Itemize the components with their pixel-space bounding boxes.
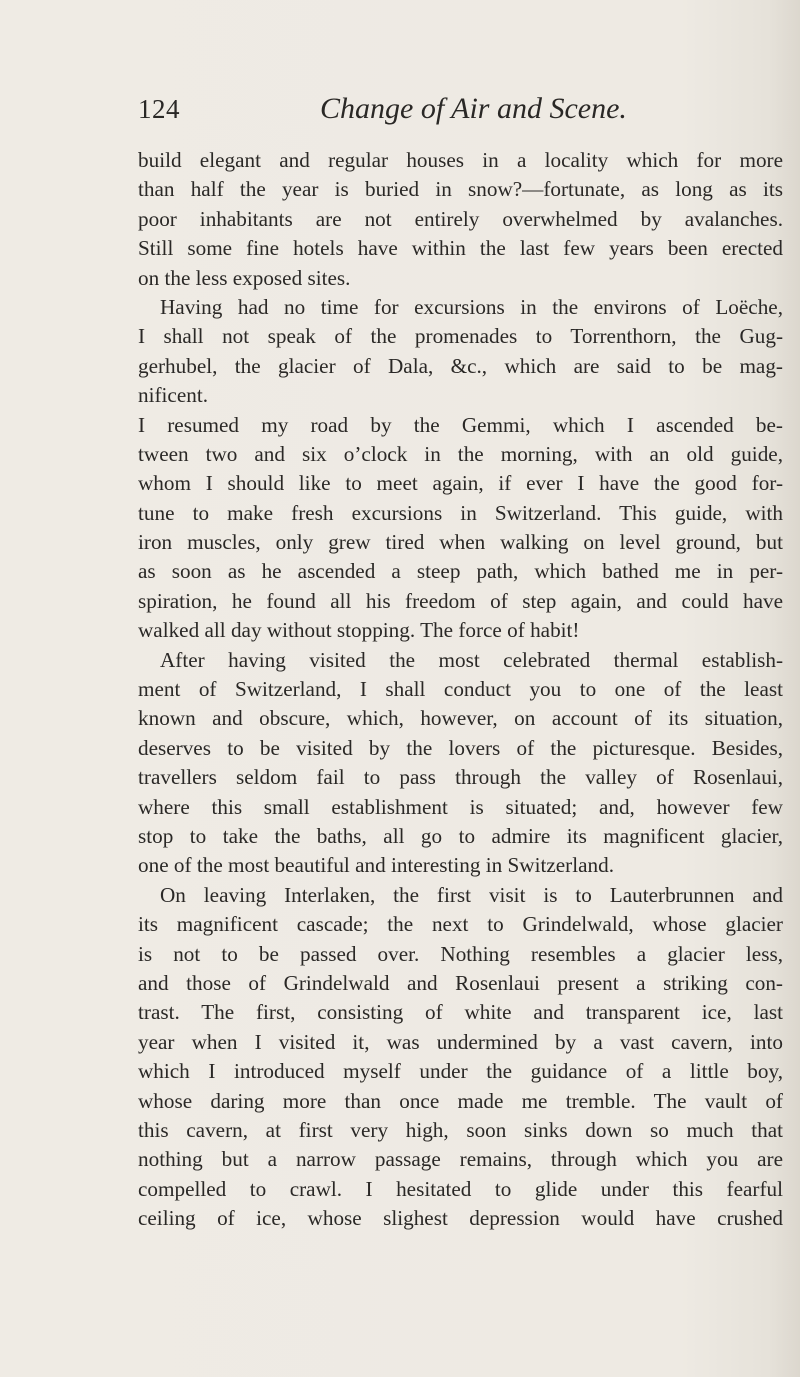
text-line: travellers seldom fail to pass through the valley of Rosenlaui, xyxy=(138,765,783,790)
running-title: Change of Air and Scene. xyxy=(320,92,627,125)
text-line: ceiling of ice, whose slighest depression would have crushed xyxy=(138,1206,783,1231)
text-line: trast. The first, consisting of white and transparent ice, last xyxy=(138,1000,783,1025)
text-line: I resumed my road by the Gemmi, which I ascended be- xyxy=(138,412,783,437)
text-line: known and obscure, which, however, on account of its situation, xyxy=(138,706,783,731)
page-header xyxy=(130,88,690,128)
text-line: I shall not speak of the promenades to Torrenthorn, the Gug- xyxy=(138,324,783,349)
text-line: stop to take the baths, all go to admire its magnificent glacier, xyxy=(138,823,783,848)
text-line: After having visited the most celebrated thermal establish- xyxy=(160,647,783,672)
text-line: spiration, he found all his freedom of step again, and could have xyxy=(138,588,783,613)
text-line: as soon as he ascended a steep path, which bathed me in per- xyxy=(138,559,783,584)
text-line: poor inhabitants are not entirely overwhelmed by avalanches. xyxy=(138,206,783,231)
text-line: compelled to crawl. I hesitated to glide under this fearful xyxy=(138,1176,783,1201)
text-line: walked all day without stopping. The force of habit! xyxy=(138,618,580,643)
text-line: ment of Switzerland, I shall conduct you to one of the least xyxy=(138,677,783,702)
text-line: Still some fine hotels have within the last few years been erected xyxy=(138,236,783,261)
text-line: iron muscles, only grew tired when walking on level ground, but xyxy=(138,530,783,555)
text-line: nothing but a narrow passage remains, through which you are xyxy=(138,1147,783,1172)
body-text xyxy=(138,146,783,1233)
text-line: whose daring more than once made me tremble. The vault of xyxy=(138,1088,783,1113)
text-line: build elegant and regular houses in a locality which for more xyxy=(138,148,783,172)
text-line: which I introduced myself under the guidance of a little boy, xyxy=(138,1059,783,1084)
text-line: whom I should like to meet again, if ever I have the good for- xyxy=(138,471,783,496)
text-line: gerhubel, the glacier of Dala, &c., which are said to be mag- xyxy=(138,353,783,378)
text-line: one of the most beautiful and interesting in Switzerland. xyxy=(138,853,615,878)
text-line: deserves to be visited by the lovers of the picturesque. Besides, xyxy=(138,735,783,760)
text-line: tune to make fresh excursions in Switzerland. This guide, with xyxy=(138,500,783,525)
text-line: Having had no time for excursions in the environs of Loëche, xyxy=(160,294,783,319)
text-line: on the less exposed sites. xyxy=(138,265,351,290)
text-line: this cavern, at first very high, soon sinks down so much that xyxy=(138,1117,783,1142)
text-line: its magnificent cascade; the next to Grindelwald, whose glacier xyxy=(138,912,783,937)
text-line: On leaving Interlaken, the first visit is to Lauterbrunnen and xyxy=(160,882,783,907)
text-line: year when I visited it, was undermined by a vast cavern, into xyxy=(138,1029,783,1054)
page-number: 124 xyxy=(138,94,180,124)
text-line: is not to be passed over. Nothing resembles a glacier less, xyxy=(138,941,783,966)
text-line: than half the year is buried in snow?—fortunate, as long as its xyxy=(138,177,783,202)
text-line: and those of Grindelwald and Rosenlaui present a striking con- xyxy=(138,970,783,995)
text-line: where this small establishment is situated; and, however few xyxy=(138,794,783,819)
text-line: tween two and six o’clock in the morning, with an old guide, xyxy=(138,441,783,466)
text-line: nificent. xyxy=(138,383,209,408)
